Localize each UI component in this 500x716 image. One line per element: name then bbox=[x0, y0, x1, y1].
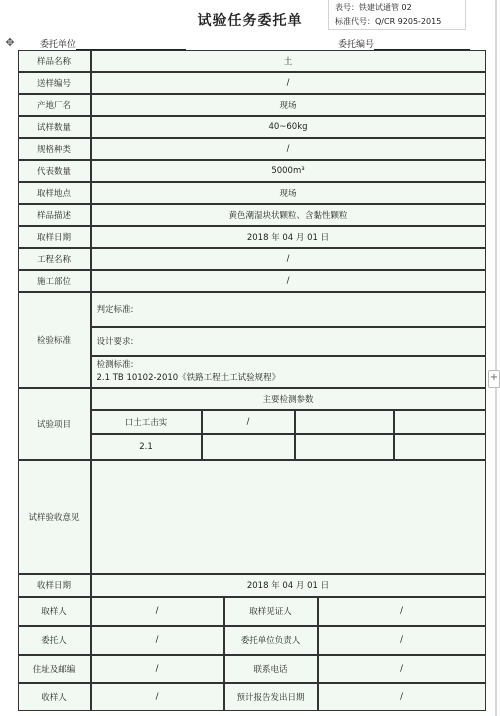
label-rep-qty: 代表数量 bbox=[18, 160, 91, 182]
value-address[interactable]: / bbox=[91, 655, 224, 683]
standard-code: 标准代号：Q/CR 9205-2015 bbox=[335, 17, 442, 26]
entrust-no-row bbox=[338, 37, 470, 50]
label-report-date: 预计报告发出日期 bbox=[224, 683, 318, 711]
value-origin[interactable]: 现场 bbox=[91, 94, 486, 116]
value-receiver[interactable]: / bbox=[91, 683, 224, 711]
form-code-box bbox=[328, 0, 466, 30]
method-standard-item: 2.1 TB 10102-2010《铁路工程土工试验规程》 bbox=[96, 372, 281, 383]
label-test-items: 试验项目 bbox=[18, 388, 91, 460]
label-description: 样品描述 bbox=[18, 204, 91, 226]
label-received-date: 收样日期 bbox=[18, 574, 91, 597]
label-receiver: 收样人 bbox=[18, 683, 91, 711]
label-location: 取样地点 bbox=[18, 182, 91, 204]
label-sampler: 取样人 bbox=[18, 597, 91, 626]
label-phone: 联系电话 bbox=[224, 655, 318, 683]
value-client-leader[interactable]: / bbox=[318, 626, 486, 655]
value-spec[interactable]: / bbox=[91, 138, 486, 160]
value-location[interactable]: 现场 bbox=[91, 182, 486, 204]
test-item-r1-c3[interactable] bbox=[295, 410, 394, 434]
value-client[interactable]: / bbox=[91, 626, 224, 655]
label-sample-name: 样品名称 bbox=[18, 50, 91, 72]
value-rep-qty[interactable]: 5000m³ bbox=[91, 160, 486, 182]
entrust-form-table bbox=[18, 50, 486, 711]
label-acceptance-opinion: 试样验收意见 bbox=[18, 460, 91, 574]
value-acceptance-opinion[interactable] bbox=[91, 460, 486, 574]
label-origin: 产地厂名 bbox=[18, 94, 91, 116]
test-item-r2-c4[interactable] bbox=[394, 434, 486, 460]
method-standard-label: 检测标准: bbox=[96, 359, 134, 370]
params-header: 主要检测参数 bbox=[91, 388, 486, 410]
label-project: 工程名称 bbox=[18, 248, 91, 270]
add-row-icon[interactable]: + bbox=[488, 370, 500, 388]
label-sampling-witness: 取样见证人 bbox=[224, 597, 318, 626]
value-sample-qty[interactable]: 40~60kg bbox=[91, 116, 486, 138]
value-project[interactable]: / bbox=[91, 248, 486, 270]
table-move-handle-icon[interactable]: ✥ bbox=[5, 36, 15, 49]
value-delivery-no[interactable]: / bbox=[91, 72, 486, 94]
value-sample-name[interactable]: 土 bbox=[91, 50, 486, 72]
test-item-r2-c2[interactable] bbox=[202, 434, 295, 460]
client-unit-field[interactable] bbox=[76, 39, 186, 50]
test-item-r2-c1[interactable]: 2.1 bbox=[91, 434, 202, 460]
value-received-date[interactable]: 2018 年 04 月 01 日 bbox=[91, 574, 486, 597]
design-requirement[interactable]: 设计要求: bbox=[91, 327, 486, 356]
test-item-r1-c1[interactable]: 口土工击实 bbox=[91, 410, 202, 434]
label-spec: 规格种类 bbox=[18, 138, 91, 160]
client-unit-label: 委托单位 bbox=[40, 40, 77, 50]
test-item-r2-c3[interactable] bbox=[295, 434, 394, 460]
value-site[interactable]: / bbox=[91, 270, 486, 292]
entrust-no-label: 委托编号 bbox=[338, 40, 375, 50]
label-sample-date: 取样日期 bbox=[18, 226, 91, 248]
method-standard-cell[interactable] bbox=[91, 356, 486, 388]
label-site: 施工部位 bbox=[18, 270, 91, 292]
client-unit-row bbox=[40, 37, 186, 50]
value-phone[interactable]: / bbox=[318, 655, 486, 683]
value-sample-date[interactable]: 2018 年 04 月 01 日 bbox=[91, 226, 486, 248]
entrust-no-field[interactable] bbox=[374, 39, 470, 50]
value-description[interactable]: 黄色潮湿块状颗粒、含黏性颗粒 bbox=[91, 204, 486, 226]
label-delivery-no: 送样编号 bbox=[18, 72, 91, 94]
value-sampler[interactable]: / bbox=[91, 597, 224, 626]
form-number: 表号：铁建试通管 02 bbox=[335, 3, 412, 12]
test-item-r1-c2[interactable]: / bbox=[202, 410, 295, 434]
document-title: 试验任务委托单 bbox=[197, 13, 303, 29]
label-client: 委托人 bbox=[18, 626, 91, 655]
label-standards: 检验标准 bbox=[18, 292, 91, 388]
test-item-r1-c4[interactable] bbox=[394, 410, 486, 434]
label-sample-qty: 试样数量 bbox=[18, 116, 91, 138]
label-client-leader: 委托单位负责人 bbox=[224, 626, 318, 655]
label-address: 住址及邮编 bbox=[18, 655, 91, 683]
judge-standard[interactable]: 判定标准: bbox=[91, 292, 486, 327]
value-sampling-witness[interactable]: / bbox=[318, 597, 486, 626]
value-report-date[interactable]: / bbox=[318, 683, 486, 711]
